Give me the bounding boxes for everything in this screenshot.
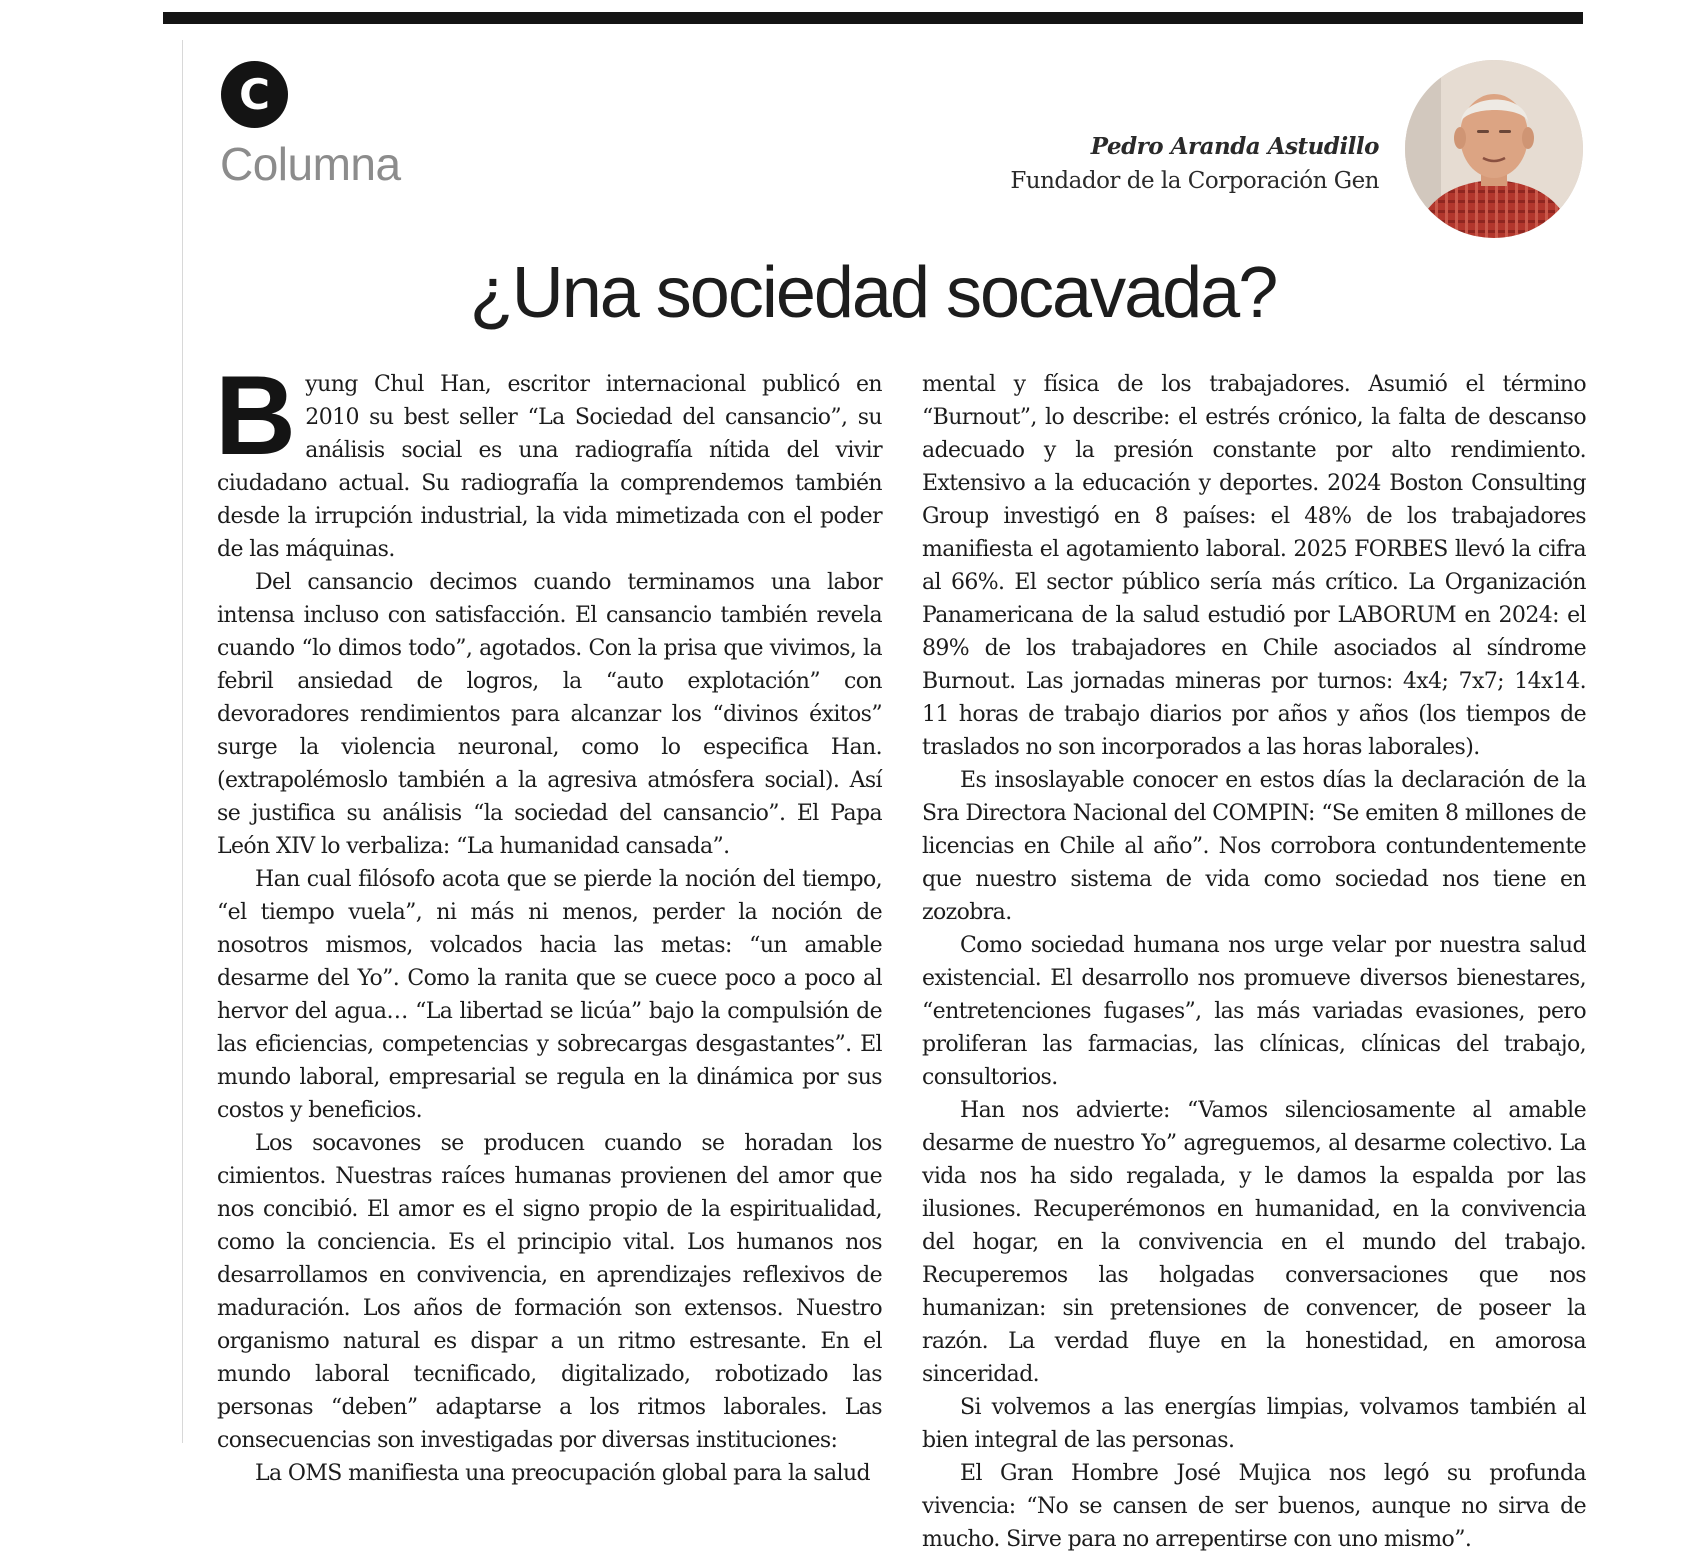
- drop-cap: B: [215, 353, 296, 478]
- paragraph-text: yung Chul Han, escritor internacional publicó en 2010 su best seller “La Sociedad del cansancio”, su análisis social es una radiografía nítida del vivir ciudadano actual. Su radiografía la comprendemos también desde la irrupción industrial, la vida mimetizada con el poder de las máquinas.: [217, 372, 882, 562]
- top-rule: [163, 12, 1583, 24]
- section-label: Columna: [220, 138, 401, 190]
- section-badge: [221, 61, 288, 128]
- paragraph: Del cansancio decimos cuando terminamos una labor intensa incluso con satisfacción. El cansancio también revela cuando “lo dimos todo”, agotados. Con la prisa que vivimos, la febril ansiedad de logros, la “auto explotación” con devoradores rendimientos para alcanzar los “divinos éxitos” surge la violencia neuronal, como lo especifica Han. (extrapolémoslo también a la agresiva atmósfera social). Así se justifica su análisis “la sociedad del cansancio”. El Papa León XIV lo verbaliza: “La humanidad cansada”.: [217, 570, 882, 859]
- paragraph: Los socavones se producen cuando se horadan los cimientos. Nuestras raíces humanas provienen del amor que nos concibió. El amor es el signo propio de la espiritualidad, como la conciencia. Es el principio vital. Los humanos nos desarrollamos en convivencia, en aprendizajes reflexivos de maduración. Los años de formación son extensos. Nuestro organismo natural es dispar a un ritmo estresante. En el mundo laboral tecnificado, digitalizado, robotizado las personas “deben” adaptarse a los ritmos laborales. Las consecuencias son investigadas por diversas instituciones:: [217, 1131, 882, 1453]
- author-name: Pedro Aranda Astudillo: [1090, 133, 1379, 160]
- paragraph: La OMS manifiesta una preocupación global para la salud: [255, 1461, 870, 1486]
- paragraph: El Gran Hombre José Mujica nos legó su profunda vivencia: “No se cansen de ser buenos, aunque no sirva de mucho. Sirve para no arrepentirse con uno mismo”.: [922, 1461, 1586, 1552]
- left-rule: [182, 40, 183, 1443]
- section-badge-letter: C: [239, 70, 270, 119]
- author-role: Fundador de la Corporación Gen: [1010, 168, 1379, 194]
- author-block: [1010, 133, 1379, 194]
- paragraph: mental y física de los trabajadores. Asumió el término “Burnout”, lo describe: el estrés crónico, la falta de descanso adecuado y la presión constante por alto rendimiento. Extensivo a la educación y deportes. 2024 Boston Consulting Group investigó en 8 países: el 48% de los trabajadores manifiesta el agotamiento laboral. 2025 FORBES llevó la cifra al 66%. El sector público sería más crítico. La Organización Panamericana de la salud estudió por LABORUM en 2024: el 89% de los trabajadores en Chile asociados al síndrome Burnout. Las jornadas mineras por turnos: 4x4; 7x7; 14x14. 11 horas de trabajo diarios por años y años (los tiempos de traslados no son incorporados a las horas laborales).: [922, 372, 1586, 760]
- paragraph: [215, 353, 882, 566]
- paragraph: Han nos advierte: “Vamos silenciosamente al amable desarme de nuestro Yo” agreguemos, al desarme colectivo. La vida nos ha sido regalada, y le damos la espalda por las ilusiones. Recuperémonos en humanidad, en la convivencia del hogar, en la convivencia en el mundo del trabajo. Recuperemos las holgadas conversaciones que nos humanizan: sin pretensiones de convencer, de poseer la razón. La verdad fluye en la honestidad, en amorosa sinceridad.: [922, 1098, 1586, 1387]
- paragraph: Si volvemos a las energías limpias, volvamos también al bien integral de las personas.: [922, 1395, 1586, 1453]
- paragraph: Como sociedad humana nos urge velar por nuestra salud existencial. El desarrollo nos promueve diversos bienestares, “entretenciones fugases”, las más variadas evasiones, pero proliferan las farmacias, las clínicas, clínicas del trabajo, consultorios.: [922, 933, 1586, 1090]
- portrait-illustration: [1405, 60, 1583, 238]
- headline: ¿Una sociedad socavada?: [469, 253, 1277, 333]
- article-column-left: [215, 353, 882, 1490]
- paragraph: Han cual filósofo acota que se pierde la noción del tiempo, “el tiempo vuela”, ni más ni menos, perder la noción de nosotros mismos, volcados hacia las metas: “un amable desarme del Yo”. Como la ranita que se cuece poco a poco al hervor del agua… “La libertad se licúa” bajo la compulsión de las eficiencias, competencias y sobrecargas desgastantes”. El mundo laboral, empresarial se regula en la dinámica por sus costos y beneficios.: [217, 867, 882, 1123]
- article-column-right: [922, 368, 1586, 1556]
- author-portrait: [1405, 60, 1583, 238]
- paragraph: Es insoslayable conocer en estos días la declaración de la Sra Directora Nacional del COMPIN: “Se emiten 8 millones de licencias en Chile al año”. Nos corrobora contundentemente que nuestro sistema de vida como sociedad nos tiene en zozobra.: [922, 768, 1586, 925]
